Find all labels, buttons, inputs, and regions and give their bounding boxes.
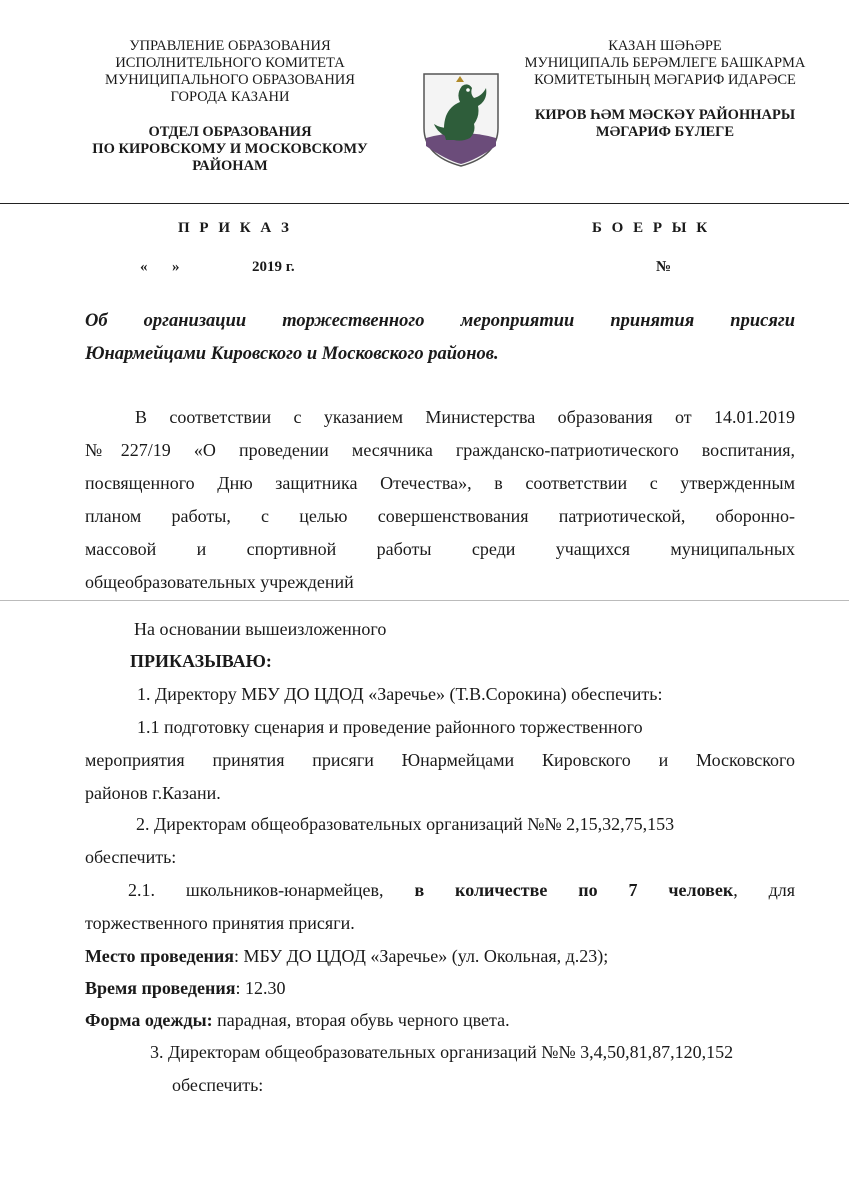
dept-line: ОТДЕЛ ОБРАЗОВАНИЯ — [148, 124, 312, 140]
preamble-line: В соответствии с указанием Министерства образования от 14.01.2019 — [135, 407, 795, 427]
preamble-line: посвященного Дню защитника Отечества», в соответствии с утвержденным — [85, 473, 795, 493]
org-line: МУНИЦИПАЛЬНОГО ОБРАЗОВАНИЯ — [105, 72, 355, 88]
item-line: торжественного принятия присяги. — [85, 913, 355, 933]
basis-text: На основании вышеизложенного — [134, 619, 387, 639]
item-2-1-pre: 2.1. школьников-юнармейцев, — [128, 880, 384, 900]
place-label: Место проведения — [85, 946, 235, 966]
time-label: Время проведения — [85, 978, 236, 998]
scan-artifact — [0, 600, 849, 601]
header-divider — [0, 203, 849, 204]
org-line: КАЗАН ШӘҺӘРЕ — [608, 38, 722, 54]
order-number-sign: № — [656, 259, 672, 275]
preamble-line: планом работы, с целью совершенствования патриотической, оборонно- — [85, 506, 795, 526]
dress-value: парадная, вторая обувь черного цвета. — [212, 1010, 510, 1030]
dress-label: Форма одежды: — [85, 1010, 213, 1030]
order-subject — [85, 305, 795, 371]
order-title-tt: Б О Е Р Ы К — [592, 220, 711, 236]
subject-line: Об организации торжественного мероприятии принятия присяги — [85, 311, 795, 331]
date-open-quote: « — [140, 259, 148, 275]
org-line: ИСПОЛНИТЕЛЬНОГО КОМИТЕТА — [115, 55, 345, 71]
preamble-line: №227/19 «О проведении месячника гражданско-патриотического воспитания, — [85, 440, 795, 460]
item-2-1-line — [85, 874, 795, 907]
dept-line: КИРОВ ҺӘМ МӘСКӘҮ РАЙОННАРЫ — [534, 107, 796, 123]
item-line: 1.1 подготовку сценария и проведение районного торжественного — [137, 717, 643, 737]
item-3-a: 3. Директорам общеобразовательных организаций №№ 3,4,50,81,87,120,152 — [150, 1042, 734, 1062]
item-1: 1. Директору МБУ ДО ЦДОД «Заречье» (Т.В.Сорокина) обеспечить: — [137, 684, 663, 704]
dept-line: ПО КИРОВСКОМУ И МОСКОВСКОМУ — [92, 141, 368, 157]
date-close-quote: » — [172, 259, 180, 275]
place-value: : МБУ ДО ЦДОД «Заречье» (ул. Окольная, д.23); — [234, 946, 609, 966]
item-line: 2. Директорам общеобразовательных организаций №№ 2,15,32,75,153 — [136, 814, 675, 834]
header-right — [500, 38, 830, 141]
item-line: обеспечить: — [85, 847, 177, 867]
order-year: 2019 г. — [252, 259, 295, 275]
order-title-ru: П Р И К А З — [178, 220, 292, 236]
preamble-line: общеобразовательных учреждений — [85, 572, 354, 592]
preamble — [85, 401, 795, 599]
header-left — [70, 38, 390, 175]
item-3-b: обеспечить: — [172, 1075, 264, 1095]
org-line: МУНИЦИПАЛЬ БЕРӘМЛЕГЕ БАШКАРМА — [524, 55, 806, 71]
item-line: районов г.Казани. — [85, 783, 221, 803]
place-line — [85, 940, 608, 973]
item-2-1-bold: в количестве по 7 человек — [414, 880, 734, 900]
item-2 — [85, 808, 795, 874]
item-1-1 — [85, 711, 795, 810]
item-line: мероприятия принятия присяги Юнармейцами Кировского и Московского — [85, 750, 795, 770]
subject-line: Юнармейцами Кировского и Московского районов. — [85, 344, 499, 364]
dress-line — [85, 1004, 510, 1037]
time-line — [85, 972, 286, 1005]
kazan-emblem-icon — [416, 68, 506, 168]
preamble-line: массовой и спортивной работы среди учащихся муниципальных — [85, 539, 795, 559]
org-line: ГОРОДА КАЗАНИ — [170, 89, 290, 105]
item-2-1 — [85, 874, 795, 940]
dept-line: МӘГАРИФ БҮЛЕГЕ — [595, 124, 735, 140]
org-line: УПРАВЛЕНИЕ ОБРАЗОВАНИЯ — [129, 38, 331, 54]
item-2-1-post: , для — [733, 880, 796, 900]
org-line: КОМИТЕТЫНЫҢ МӘГАРИФ ИДАРӘСЕ — [534, 72, 796, 88]
order-word: ПРИКАЗЫВАЮ: — [130, 651, 272, 671]
time-value: : 12.30 — [235, 978, 286, 998]
dept-line: РАЙОНАМ — [192, 158, 268, 174]
